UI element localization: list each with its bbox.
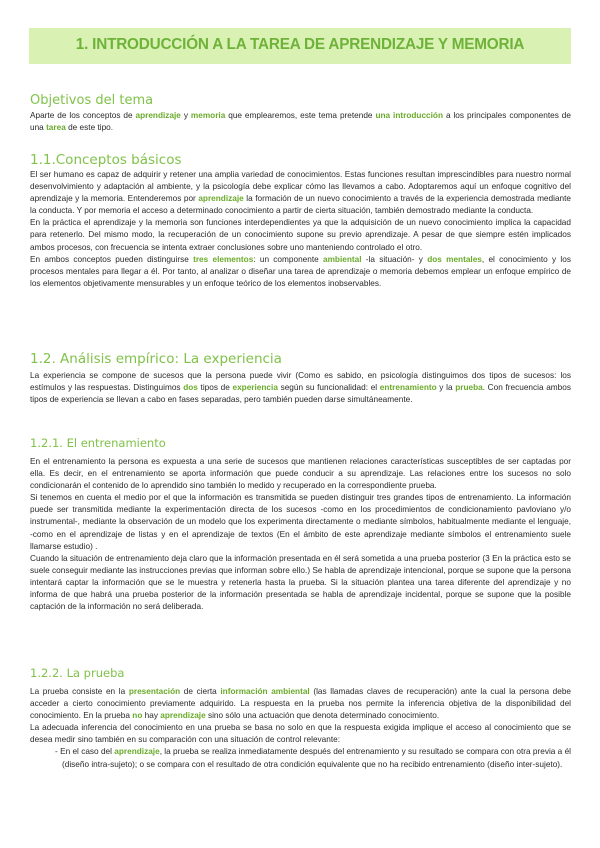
paragraph <box>30 217 571 253</box>
text-run: La experiencia se compone de sucesos que la persona puede vivir (Como es sabido, en psicología distinguimos dos tipos de sucesos: los estímulos y las respuestas. Distinguimos <box>30 371 571 393</box>
text-run: (las llamadas claves de recuperación) ante la cual la persona debe acceder a cierto conocimiento previamente adquirido. La respuesta en la prueba nos permite la inferencia objetiva de la disponibilidad del conocimiento. En la prueba <box>30 687 571 721</box>
paragraph-objetivos <box>30 110 571 134</box>
text-run: según su funcionalidad: el <box>277 383 380 393</box>
paragraph <box>30 553 571 613</box>
bold-term: tres elementos <box>193 254 254 264</box>
bold-term: aprendizaje <box>198 194 244 204</box>
heading-objetivos: Objetivos del tema <box>30 93 154 108</box>
heading-entrenamiento: 1.2.1. El entrenamiento <box>30 436 166 450</box>
section-analisis-empirico <box>30 370 571 406</box>
text-run: de cierta <box>180 687 221 696</box>
paragraph <box>30 169 571 217</box>
title-banner <box>29 28 571 64</box>
paragraph <box>30 686 571 722</box>
bold-term: no <box>132 711 143 721</box>
bold-term: información ambiental <box>220 687 310 696</box>
text-run: que emplearemos, este tema pretende <box>225 111 376 120</box>
heading-conceptos-basicos: 1.1.Conceptos básicos <box>30 152 182 168</box>
heading-la-prueba: 1.2.2. La prueba <box>30 666 125 680</box>
text-run: La prueba consiste en la <box>30 687 129 696</box>
bold-term: memoria <box>190 111 226 120</box>
text-run: La adecuada inferencia del conocimiento en una prueba se basa no solo en que la respuesta exigida implique el acceso al conocimiento que se desea medir sino también en su comparación con una situación de control relevante: <box>30 723 571 745</box>
text-run: - En el caso del <box>55 747 115 757</box>
bold-term: aprendizaje <box>114 747 160 757</box>
text-run: sino sólo una actuación que denota determinado conocimiento. <box>205 711 440 721</box>
section-la-prueba <box>30 686 571 771</box>
text-run: . Con frecuencia ambos tipos de experiencia se llevan a cabo en fases separadas, pero también pueden darse simultáneamente. <box>30 383 571 405</box>
text-run: tipos de <box>197 383 233 393</box>
paragraph <box>30 254 571 290</box>
text-run: y la <box>436 383 456 393</box>
bold-term: aprendizaje <box>135 111 181 120</box>
text-run: Si tenemos en cuenta el medio por el que la información es transmitida se pueden distinguir tres grandes tipos de entrenamiento. La información puede ser transmitida mediante la experimentación directa de los sucesos -como en los procedimientos de condicionamiento pavloviano y/o instrumental-, mediante la observación de un modelo que los experimenta directamente o mediante símbolos, habitualmente mediante el lenguaje, -como en el aprendizaje de listas y en el aprendizaje de textos (En el ámbito de este aprendizaje mediante símbolos el entrenamiento suele llamarse estudio) . <box>30 493 571 551</box>
text-run: la formación de un nuevo conocimiento a través de la experiencia demostrada mediante la conducta. Y por memoria el acceso a determinado conocimiento a partir de cierta situación, también demostrado mediante la conducta. <box>30 194 572 216</box>
text-run: de este tipo. <box>65 123 114 133</box>
text-run: Aparte de los conceptos de <box>30 111 136 120</box>
section-entrenamiento <box>30 456 571 613</box>
text-run: Cuando la situación de entrenamiento deja claro que la información presentada en él será sometida a una prueba posterior (3 En la práctica esto se suele conseguir mediante las instrucciones previas que informan sobre ello.) Se habla de aprendizaje intencional, porque se supone que la persona intentará captar la información que se le muestra y retenerla hasta la prueba. Si la situación plantea una tarea diferente del aprendizaje y no informa de que habrá una prueba posterior de la información presentada se habla de aprendizaje incidental, porque se supone que la posible captación de la información no será deliberada. <box>30 553 571 612</box>
heading-analisis-empirico: 1.2. Análisis empírico: La experiencia <box>30 351 282 367</box>
text-run: En ambos conceptos pueden distinguirse <box>30 254 194 264</box>
text-run: hay <box>142 711 161 721</box>
text-run: a los principales componentes de una <box>30 111 571 133</box>
bold-term: ambiental <box>322 254 362 264</box>
paragraph <box>30 456 571 492</box>
text-run: En la práctica el aprendizaje y la memoria son funciones interdependientes ya que la adquisición de un nuevo conocimiento implica la capacidad para retenerlo. Del mismo modo, la recuperación de un conocimiento supone su previo aprendizaje. A pesar de que siempre estén implicados ambos procesos, con frecuencia se intenta extraer conclusiones sobre uno manteniendo controlado el otro. <box>30 218 571 252</box>
text-run: , el conocimiento y los procesos mentales para llegar a él. Por tanto, al analizar o diseñar una tarea de aprendizaje o memoria debemos emplear un enfoque empírico de los elementos objetivamente mensurables y un enfoque teórico de los elementos inobservables. <box>30 254 571 288</box>
bold-term: dos <box>183 383 198 393</box>
text-run: -la situación- y <box>361 254 428 264</box>
bold-term: experiencia <box>232 383 278 393</box>
paragraph <box>30 370 571 406</box>
text-run: , la prueba se realiza inmediatamente después del entrenamiento y su resultado se compara con otra previa a él (diseño intra-sujeto); o se compara con el resultado de otra condición equivalente que no ha recibido entrenamiento (diseño inter-sujeto). <box>62 747 572 769</box>
paragraph <box>30 722 571 746</box>
bold-term: entrenamiento <box>379 383 437 393</box>
bold-term: prueba <box>455 383 483 393</box>
text-run: En el entrenamiento la persona es expuesta a una serie de sucesos que mantienen relaciones características susceptibles de ser captadas por ella. Es decir, en el entrenamiento se aporta información que puede conducir a su aprendizaje. Las relaciones entre los sucesos no solo condicionarán el contenido de lo aprendido sino también lo medido y recuperado en la correspondiente prueba. <box>30 457 571 491</box>
bold-term: dos mentales <box>427 254 482 264</box>
list-item <box>30 746 571 770</box>
bold-term: una introducción <box>375 111 444 120</box>
bold-term: aprendizaje <box>160 711 206 721</box>
bold-term: tarea <box>46 123 66 133</box>
section-conceptos-basicos <box>30 169 571 290</box>
text-run: El ser humano es capaz de adquirir y retener una amplia variedad de conocimientos. Estas funciones resultan imprescindibles para nuestro normal desenvolvimiento y adaptación al ambiente, y la psicología debe explicar cómo las llevamos a cabo. Adoptaremos aquí un enfoque cognitivo del aprendizaje y la memoria. Entenderemos por <box>30 170 571 204</box>
bold-term: presentación <box>128 687 181 696</box>
page-title: 1. INTRODUCCIÓN A LA TAREA DE APRENDIZAJE Y MEMORIA <box>75 36 525 53</box>
text-run: : un componente <box>253 254 323 264</box>
text-run: y <box>180 111 191 120</box>
paragraph <box>30 492 571 552</box>
